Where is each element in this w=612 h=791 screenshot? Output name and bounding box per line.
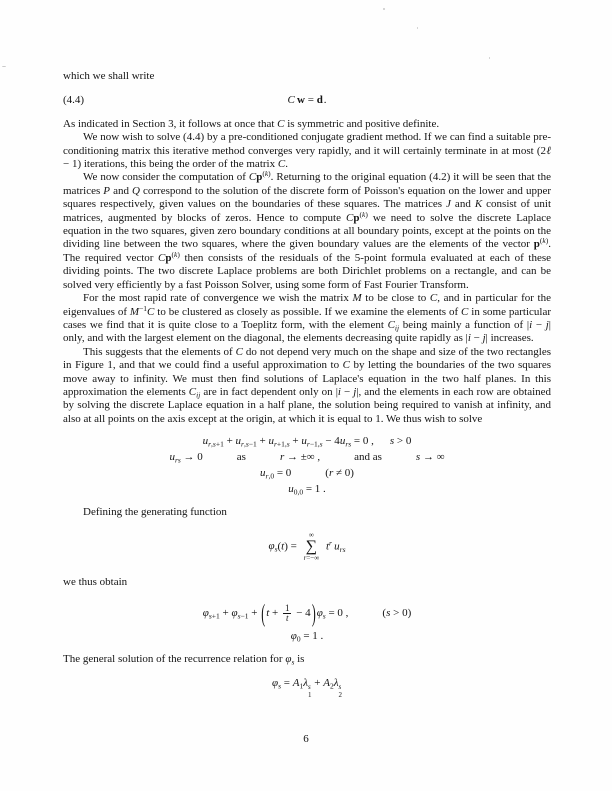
intro-line: which we shall write <box>63 70 155 82</box>
paragraph-computation: We now consider the computation of Cp$^{(k)}$. Returning to the original equation (4.2) it will be seen that the matrices P and Q correspond to the solution of the discrete form of Poisson's equation on the lower and upper squares respectively, given values on the boundaries of these squares. The matrices J and K consist of unit matrices, augmented by blocks of zeros. Hence to compute Cp$^{(k)}$ we need to solve the discrete Laplace equation in the two squares, given zero boundary conditions at all boundary points, except at the points on the dividing line between the two squares, where the given boundary values are the elements of the vector $p^{(k)}$. The required vector Cp$^{(k)}$ then consists of the residuals of the 5-point formula evaluated at each of these dividing points. The two discrete Laplace problems are both Dirichlet problems on a rectangle, and can be solved very efficiently by a fast Poisson Solver, using some form of Fast Fourier Transform. <box>63 169 551 291</box>
solution-equation: $\varphi_s = A_1\lambda$ s 1 + $A_2\lambda$ s 2 <box>272 677 342 700</box>
equation-4-4 <box>63 94 551 107</box>
solution-equation-block <box>63 677 551 699</box>
paragraph-defining: Defining the generating function <box>83 506 227 519</box>
recurrence-equation-block <box>63 599 551 643</box>
laplace-equation-line-1: $u_{r,s+1} + u_{r,s-1} + u_{r+1,s} + u_{r-1,s} - 4u_{rs} = 0$ , s > 0 <box>202 435 412 449</box>
equation-4-4-label: (4.4) <box>63 94 85 107</box>
laplace-equation-line-3: $u_{r,0} = 0$ (r ≠ 0) <box>260 466 354 481</box>
page-number: 6 <box>303 733 309 745</box>
recurrence-equation-line: $\varphi_{s+1} + \varphi_{s-1} + (t$ + $\frac{1}{t}$ − $4)\varphi_s = 0$ , (s > 0) <box>202 598 412 628</box>
scan-speck <box>383 8 385 10</box>
paragraph-general-solution: The general solution of the recurrence relation for $\varphi_s$ is <box>63 653 305 667</box>
generating-function-block <box>63 532 551 562</box>
laplace-equation-line-4: $u_{0,0} = 1$ . <box>288 482 326 497</box>
scan-speck <box>417 27 418 29</box>
scan-speck <box>489 57 490 59</box>
paragraph-solve-method: We now wish to solve (4.4) by a pre-conditioned conjugate gradient method. If we can find a suitable pre-conditioning matrix this iterative method converges very rapidly, and it will certainly terminate in at most (2ℓ − 1) iterations, this being the order of the matrix C. <box>63 131 552 171</box>
paragraph-convergence: For the most rapid rate of convergence we wish the matrix M to be close to C, and in particular for the eigenvalues of $M^{-1}C$ to be clustered as closely as possible. If we examine the elements of C in some particular cases we find that it is quite close to a Toeplitz form, with the element $C_{ij}$ being mainly a function of |i − j| only, and with the largest element on the diagonal, the elements decreasing quite rapidly as |i − j| increases. <box>63 292 551 345</box>
paragraph-symmetric: As indicated in Section 3, it follows at once that C is symmetric and positive definite. <box>63 117 440 130</box>
page-body <box>63 70 551 702</box>
paragraph-obtain: we thus obtain <box>63 575 128 588</box>
equation-4-4-body: C w = d . <box>287 94 327 107</box>
scan-speck <box>2 66 6 67</box>
laplace-equation-line-2: $u_{rs} \to 0$ as r → ±∞ , and as s → ∞ <box>169 451 445 465</box>
recurrence-initial-condition: $\varphi_0 = 1$ . <box>290 629 324 644</box>
laplace-equation-block <box>63 435 551 496</box>
generating-function-equation: $\varphi_s(t)$ = ∞ ∑ r=−∞ $t^r$ $u_{rs}$ <box>268 530 346 562</box>
paragraph-approximation: This suggests that the elements of C do not depend very much on the shape and size of the two rectangles in Figure 1, and that we could find a useful approximation to C by letting the boundaries of the two squares move away to infinity. We must then find solutions of Laplace's equation in the two half planes. In this approximation the elements $C_{ij}$ are in fact dependent only on |i − j|, and the elements in each row are obtained by solving the discrete Laplace equation in a half plane, the solution being required to vanish at infinity, and also at all points on the axis except at the origin, at which it is equal to 1. We thus wish to solve <box>63 345 552 425</box>
